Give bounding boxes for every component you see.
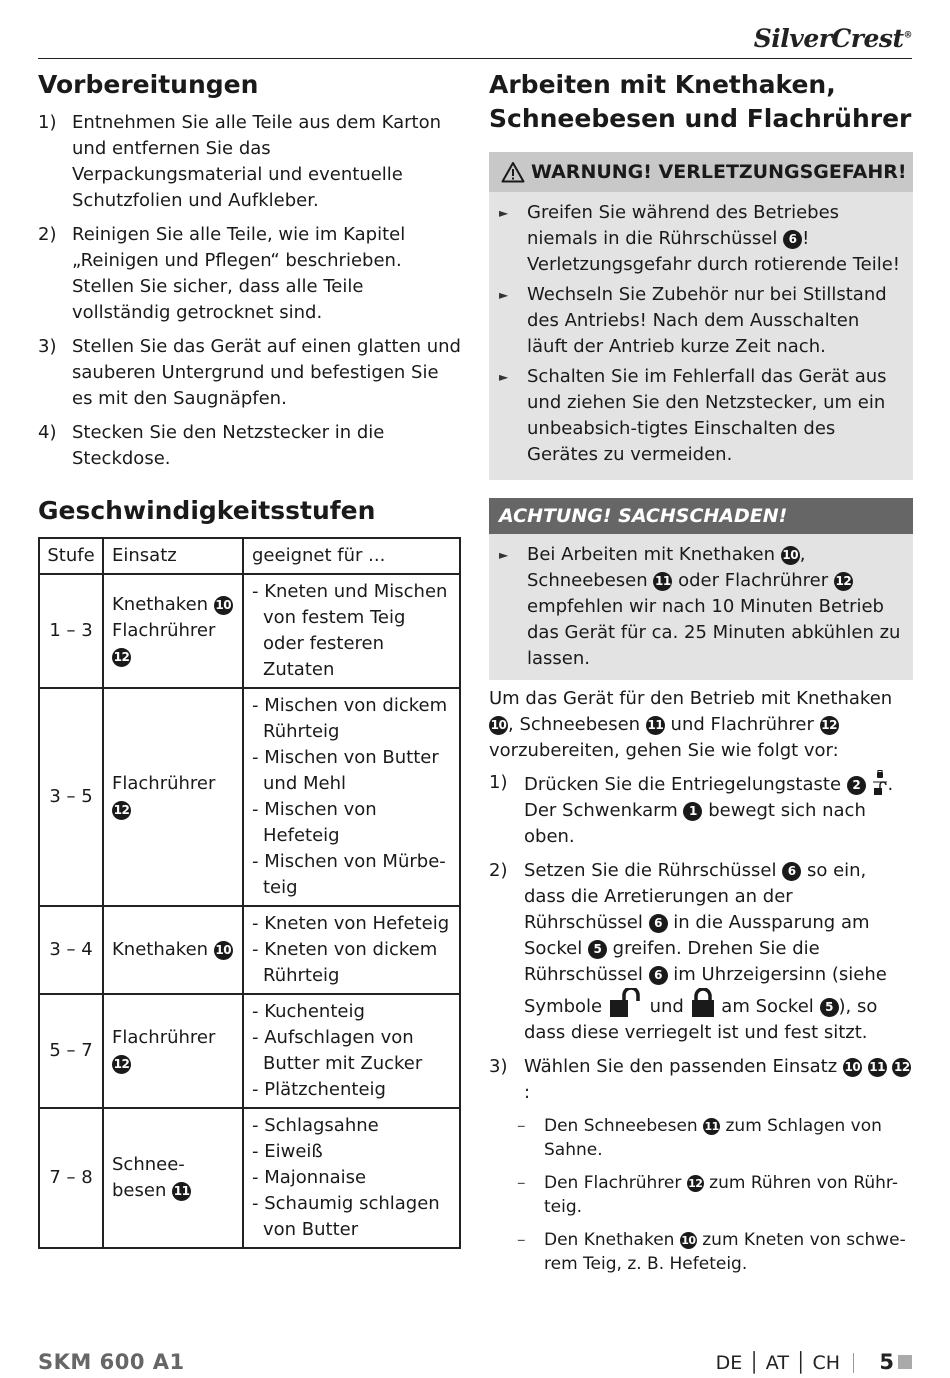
warning-triangle-icon xyxy=(501,161,525,183)
part-number-badge: 10 xyxy=(681,1234,696,1247)
right-column xyxy=(489,68,913,1285)
prep-steps xyxy=(38,110,462,472)
part-number-badge: 12 xyxy=(820,716,839,735)
table-row: 3 – 5 Flachrührer 12 - Mischen von dickem Rührteig - Mischen von Butter und Mehl - Mischen von Hefeteig - Mischen von Mürbe-teig xyxy=(39,688,460,906)
part-number-badge: 1 xyxy=(683,802,702,821)
warning-heading: WARNUNG! VERLETZUNGSGEFAHR! xyxy=(489,152,913,192)
setup-step: 1) Drücken Sie die Entriegelungstaste 2 . Der Schwenkarm 1 bewegt sich nach oben. xyxy=(489,772,894,847)
part-number-badge: 6 xyxy=(649,914,668,933)
left-column xyxy=(38,68,462,1249)
list-item: ► Schalten Sie im Fehlerfall das Gerät aus und ziehen Sie den Netzstecker, um ein unbeabsich-tigtes Einschalten des Gerätes zu vermeiden. xyxy=(499,364,903,468)
part-number-badge: 6 xyxy=(649,966,668,985)
part-number-badge: 11 xyxy=(172,1182,191,1201)
list-item: ► Greifen Sie während des Betriebes niemals in die Rührschüssel 6 ! Verletzungsgefahr durch rotierende Teile! xyxy=(499,200,903,278)
intro-paragraph: Um das Gerät für den Betrieb mit Knethaken 10, Schneebesen 11 und Flachrührer 12 vorzubereiten, gehen Sie wie folgt vor: xyxy=(489,688,893,761)
section-title: Arbeiten mit Knethaken, Schneebesen und Flachrührer xyxy=(489,70,912,133)
table-row: 5 – 7 Flachrührer 12 - Kuchenteig - Aufschlagen von Butter mit Zucker - Plätzchenteig xyxy=(39,994,460,1108)
setup-steps xyxy=(489,770,913,1106)
setup-step: 3) Wählen Sie den passenden Einsatz 10 11 12: xyxy=(489,1056,910,1103)
page-footer xyxy=(38,1350,912,1378)
caution-list xyxy=(489,534,913,680)
speed-title: Geschwindigkeitsstufen xyxy=(38,496,376,525)
prep-title: Vorbereitungen xyxy=(38,70,259,99)
part-number-badge: 11 xyxy=(653,572,672,591)
setup-step: 2) Setzen Sie die Rührschüssel 6 so ein, dass die Arretierungen an der Rührschüssel 6 in die Aussparung am Sockel 5 greifen. Drehen Sie die Rührschüssel 6 im Uhrzeigersinn (siehe Symbole und am Sockel 5 ), so dass diese verriegelt ist und fest sitzt. xyxy=(489,860,887,1043)
table-row: 1 – 3 Knethaken 10 Flachrührer 12 - Kneten und Mischen von festem Teig oder festeren Zutaten xyxy=(39,574,460,688)
part-number-badge: 10 xyxy=(214,596,233,615)
part-number-badge: 5 xyxy=(588,940,607,959)
language-codes: DE │ AT │ CH xyxy=(715,1352,840,1374)
header-geeignet: geeignet für ... xyxy=(243,538,460,574)
bullet-arrow-icon: ► xyxy=(499,206,509,220)
warning-list xyxy=(489,192,913,476)
part-number-badge: 10 xyxy=(843,1058,862,1077)
attachment-list xyxy=(489,1114,913,1276)
part-number-badge: 10 xyxy=(489,716,508,735)
page-marker-square xyxy=(898,1355,912,1369)
table-row: 7 – 8 Schnee- besen 11 - Schlagsahne - Eiweiß - Majonnaise - Schaumig schlagen von Butter xyxy=(39,1108,460,1248)
bullet-arrow-icon: ► xyxy=(499,288,509,302)
model-number: SKM 600 A1 xyxy=(38,1350,185,1374)
bullet-arrow-icon: ► xyxy=(499,370,509,384)
part-number-badge: 12 xyxy=(112,801,131,820)
part-number-badge: 12 xyxy=(112,648,131,667)
warning-box xyxy=(489,152,913,480)
prep-step: 3) Stellen Sie das Gerät auf einen glatten und sauberen Untergrund und befestigen Sie es mit den Saugnäpfen. xyxy=(38,336,461,409)
part-number-badge: 5 xyxy=(820,998,839,1017)
list-item: – Den Knethaken 10 zum Kneten von schwe-rem Teig, z. B. Hefeteig. xyxy=(517,1230,906,1274)
caution-heading: ACHTUNG! SACHSCHADEN! xyxy=(489,498,913,534)
header-stufe: Stufe xyxy=(39,538,103,574)
part-number-badge: 11 xyxy=(868,1058,887,1077)
speed-table xyxy=(38,537,461,1249)
bullet-arrow-icon: ► xyxy=(499,548,509,562)
prep-step: 4) Stecken Sie den Netzstecker in die Steckdose. xyxy=(38,422,385,469)
part-number-badge: 12 xyxy=(834,572,853,591)
list-item: ► Wechseln Sie Zubehör nur bei Stillstand des Antriebs! Nach dem Ausschalten läuft der Antrieb kurze Zeit nach. xyxy=(499,282,903,360)
header-einsatz: Einsatz xyxy=(103,538,243,574)
part-number-badge: 10 xyxy=(214,941,233,960)
part-number-badge: 12 xyxy=(112,1055,131,1074)
list-item: ► Bei Arbeiten mit Knethaken 10, Schneebesen 11 oder Flachrührer 12 empfehlen wir nach 10 Minuten Betrieb das Gerät für ca. 25 Minuten abkühlen zu lassen. xyxy=(499,542,903,672)
part-number-badge: 10 xyxy=(781,546,800,565)
brand-logo: SilverCrest® xyxy=(753,24,912,53)
caution-box xyxy=(489,498,913,680)
table-row: 3 – 4 Knethaken 10 - Kneten von Hefeteig - Kneten von dickem Rührteig xyxy=(39,906,460,994)
part-number-badge: 12 xyxy=(892,1058,911,1077)
footer-divider xyxy=(853,1353,854,1373)
unlock-button-icon xyxy=(872,770,888,796)
part-number-badge: 12 xyxy=(688,1177,703,1190)
part-number-badge: 11 xyxy=(704,1120,719,1133)
header-rule xyxy=(38,58,912,59)
prep-step: 1) Entnehmen Sie alle Teile aus dem Karton und entfernen Sie das Verpackungsmaterial und eventuelle Schutzfolien und Aufkleber. xyxy=(38,112,442,211)
page-number: 5 xyxy=(879,1350,894,1374)
unlocked-padlock-icon xyxy=(608,988,644,1018)
part-number-badge: 2 xyxy=(847,776,866,795)
locked-padlock-icon xyxy=(690,988,716,1018)
list-item: – Den Flachrührer 12 zum Rühren von Rühr-teig. xyxy=(517,1173,898,1217)
part-number-badge: 6 xyxy=(783,230,802,249)
part-number-badge: 11 xyxy=(646,716,665,735)
prep-step: 2) Reinigen Sie alle Teile, wie im Kapitel „Reinigen und Pflegen“ beschrieben. Stellen Sie sicher, dass alle Teile vollständig getrocknet sind. xyxy=(38,224,406,323)
table-header-row xyxy=(39,538,460,574)
list-item: – Den Schneebesen 11 zum Schlagen von Sahne. xyxy=(517,1116,882,1160)
part-number-badge: 6 xyxy=(782,862,801,881)
